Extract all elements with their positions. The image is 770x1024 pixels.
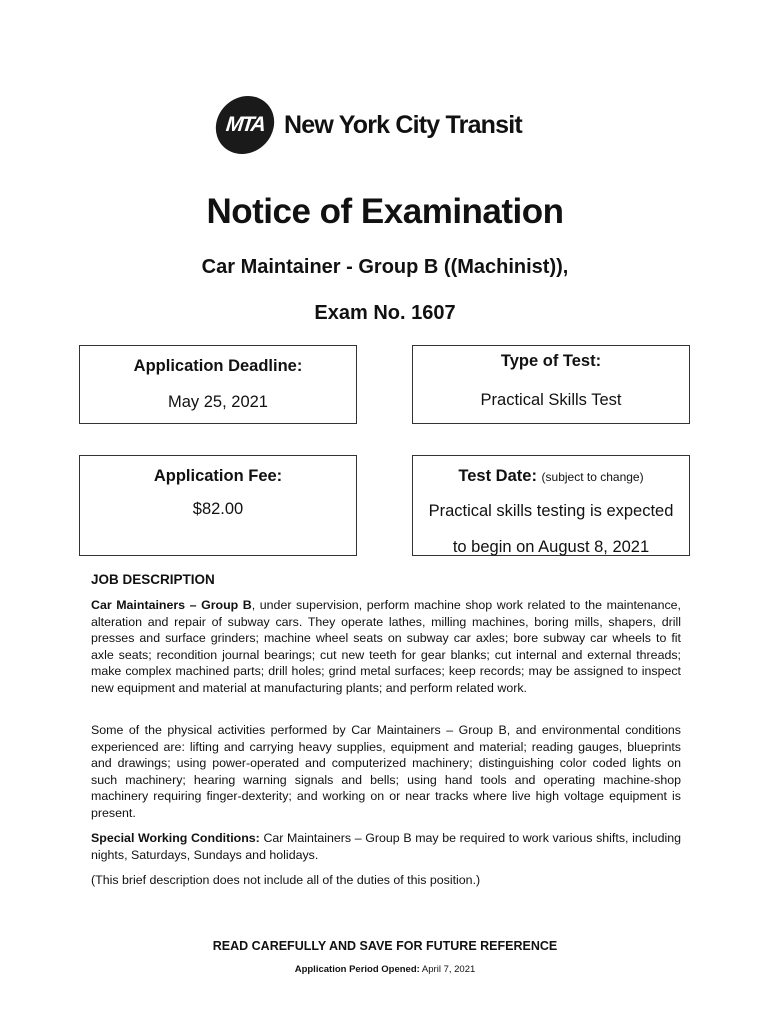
test-date-label: Test Date:: [458, 467, 537, 485]
exam-title: Car Maintainer - Group B ((Machinist)),: [201, 256, 569, 278]
physical-activities-text: Some of the physical activities performed by Car Maintainers – Group B, and environmental conditions experienced are: lifting and carrying heavy supplies, equipment and material; reading gauges, blueprints and drawings; using power-operated and computerized machinery; distinguishing color coded lights on such machinery; hearing warning signals and bells; using hand tools and operating machine-shop machinery requiring finger-dexterity; and working on or near tracks where live high voltage equipment is present.: [91, 723, 681, 820]
type-of-test-label: Type of Test:: [500, 352, 602, 370]
exam-number: Exam No. 1607: [314, 302, 456, 324]
period-value: April 7, 2021: [419, 964, 476, 975]
job-description-paragraph: [91, 597, 681, 697]
period-label: Application Period Opened:: [294, 964, 420, 975]
application-fee-value: $82.00: [192, 500, 244, 518]
application-deadline-box: [79, 345, 357, 424]
application-fee-label: Application Fee:: [153, 467, 283, 485]
footer-notice: READ CAREFULLY AND SAVE FOR FUTURE REFERENCE: [212, 939, 558, 953]
special-conditions-text: Car Maintainers – Group B may be required to work various shifts, including nights, Saturdays, Sundays and holidays.: [91, 831, 681, 862]
test-date-value-line2: to begin on August 8, 2021: [452, 538, 650, 556]
agency-name: New York City Transit: [284, 110, 522, 139]
test-date-note: (subject to change): [541, 470, 644, 484]
physical-activities-paragraph: [91, 722, 681, 822]
special-conditions-lead: Special Working Conditions:: [91, 831, 260, 845]
type-of-test-box: [412, 345, 690, 424]
application-deadline-label: Application Deadline:: [133, 357, 303, 375]
special-conditions-paragraph: [91, 830, 681, 863]
footer-period: [0, 964, 770, 975]
application-fee-box: [79, 455, 357, 556]
type-of-test-value: Practical Skills Test: [480, 391, 622, 409]
job-description-heading: JOB DESCRIPTION: [91, 572, 215, 587]
disclaimer-text: (This brief description does not include all of the duties of this position.): [91, 873, 481, 887]
application-deadline-value: May 25, 2021: [168, 393, 268, 411]
mta-logo-icon: MTA: [213, 96, 277, 154]
job-duties-text: , under supervision, perform machine shop work related to the maintenance, alteration and repair of subway cars. They operate lathes, milling machines, boring mills, shapers, drill presses and surface grinders; machine wheel seats on subway car axles; bore subway car wheels to fit axle seats; recondition journal bearings; cut new teeth for gear blanks; cut internal and external threads; make complex machined parts; drill holes; grind metal surfaces; keep records; may be assigned to inspect new equipment and material at manufacturing plants; and perform related work.: [91, 598, 681, 695]
test-date-value-line1: Practical skills testing is expected: [428, 502, 674, 520]
page-title: Notice of Examination: [206, 192, 564, 231]
header-logo: [216, 96, 522, 154]
disclaimer-paragraph: [91, 872, 681, 889]
test-date-box: [412, 455, 690, 556]
test-date-heading: [413, 467, 689, 486]
job-title-lead: Car Maintainers – Group B: [91, 598, 252, 612]
